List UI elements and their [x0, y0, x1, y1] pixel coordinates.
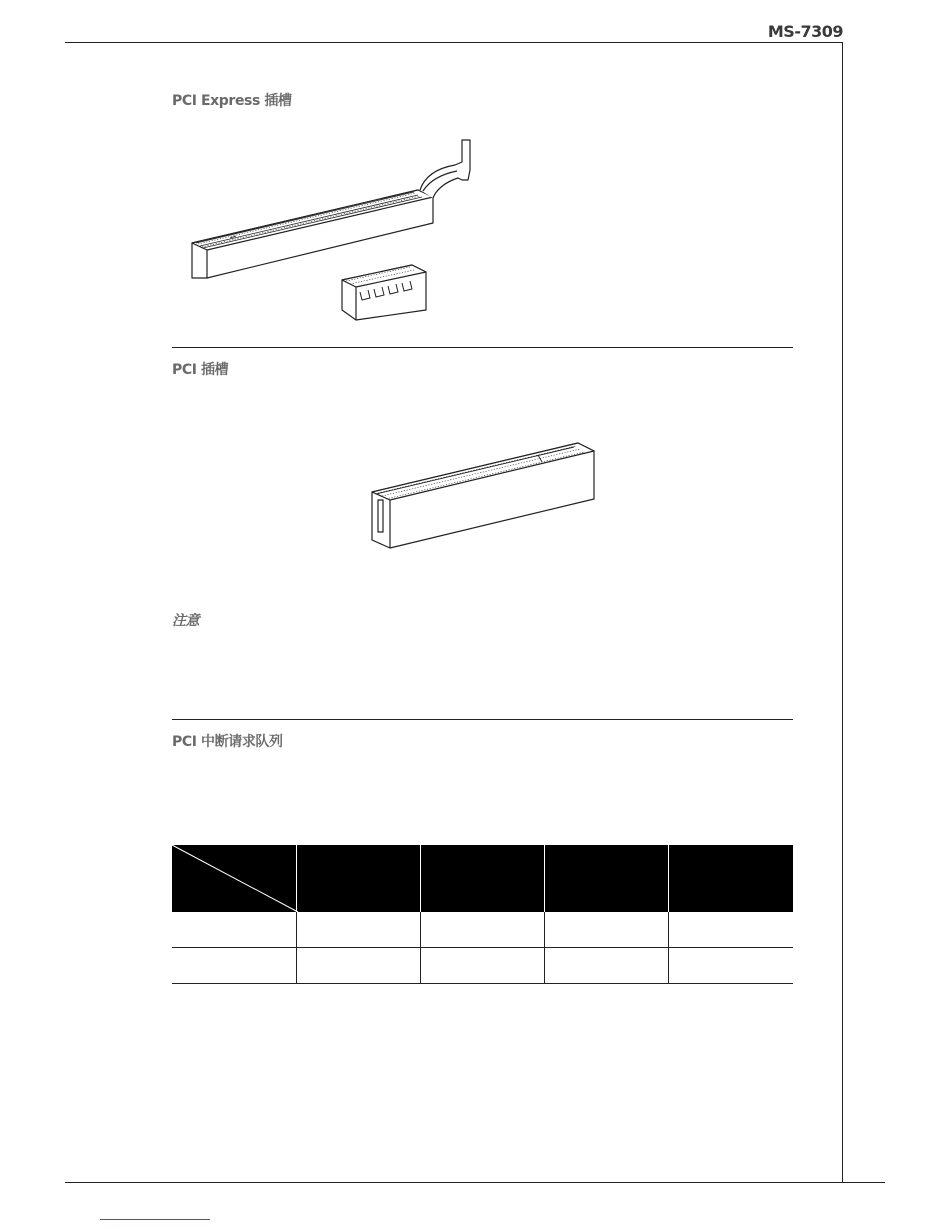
table-cell [420, 948, 544, 984]
irq-routing-table [172, 845, 793, 984]
irq-table-header-row [172, 845, 793, 912]
table-cell [545, 948, 669, 984]
irq-column-header [420, 845, 544, 912]
table-cell [296, 912, 420, 948]
footer-link-underline[interactable] [100, 1219, 210, 1220]
pci-slot-heading: PCI 插槽 [172, 362, 229, 378]
table-cell [669, 948, 793, 984]
table-cell [420, 912, 544, 948]
table-cell [172, 912, 296, 948]
irq-column-header [545, 845, 669, 912]
irq-column-header [296, 845, 420, 912]
irq-corner-header [172, 845, 296, 912]
diagonal-divider [172, 845, 298, 912]
note-heading: 注意 [172, 613, 200, 629]
table-cell [296, 948, 420, 984]
pci-slot-illustration [0, 0, 950, 560]
table-row [172, 948, 793, 984]
section-divider [172, 719, 793, 720]
table-row [172, 912, 793, 948]
pci-irq-heading: PCI 中断请求队列 [172, 734, 283, 750]
table-cell [172, 948, 296, 984]
table-cell [669, 912, 793, 948]
model-number: MS-7309 [767, 22, 843, 41]
pcie-slot-heading: PCI Express 插槽 [172, 93, 292, 109]
bottom-divider [65, 1182, 885, 1183]
irq-column-header [669, 845, 793, 912]
table-cell [545, 912, 669, 948]
